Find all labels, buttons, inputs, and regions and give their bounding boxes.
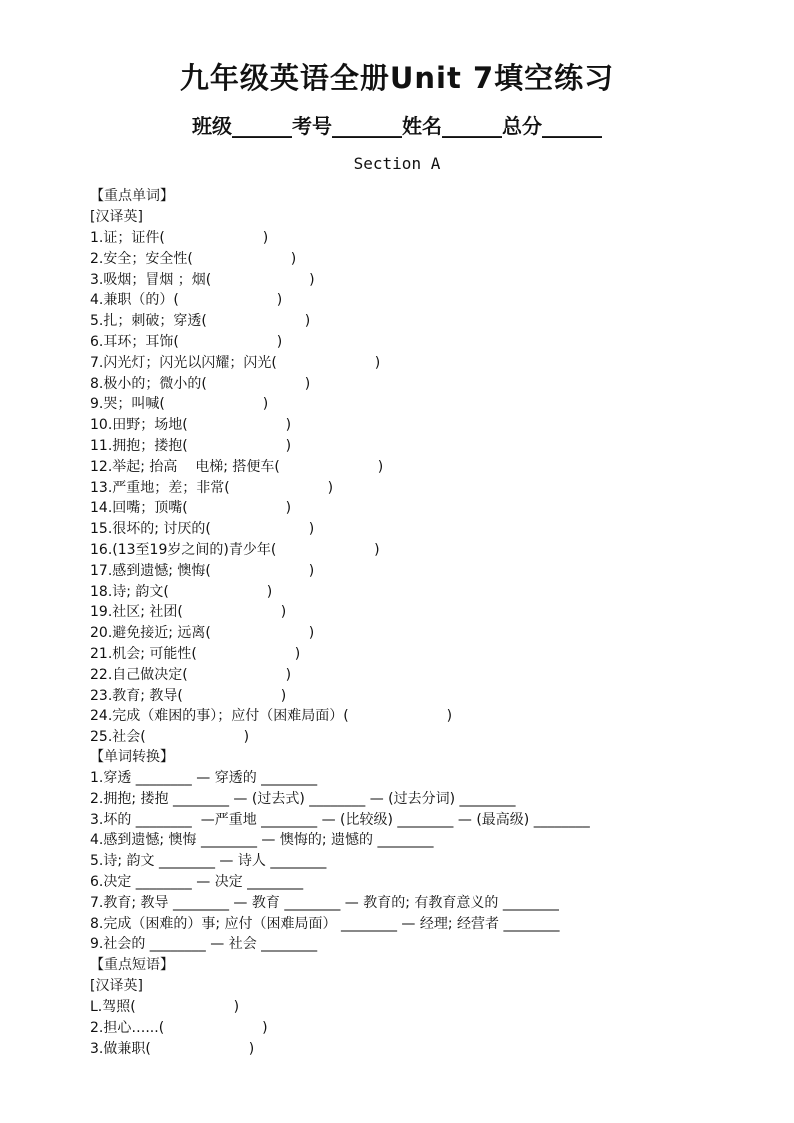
transform-item-6: 6.决定 ________ — 决定 ________ bbox=[90, 874, 304, 890]
word-item-10: 10.田野；场地( ) bbox=[90, 417, 292, 434]
word-item-7: 7.闪光灯；闪光以闪耀；闪光( ) bbox=[90, 354, 381, 371]
transform-item-4: 4.感到遗憾; 懊悔 ________ — 懊悔的; 遗憾的 ________ bbox=[90, 832, 434, 849]
word-item-4: 4.兼职（的）( ) bbox=[90, 292, 283, 309]
word-item-18: 18.诗; 韵文( ) bbox=[90, 583, 273, 600]
word-item-22: 22.自己做决定( ) bbox=[90, 666, 292, 683]
word-item-5: 5.扎；刺破；穿透( ) bbox=[90, 313, 311, 330]
section-label: Section A bbox=[353, 154, 441, 173]
word-item-19: 19.社区; 社团( ) bbox=[90, 604, 287, 621]
word-item-21: 21.机会; 可能性( ) bbox=[90, 646, 301, 662]
word-item-6: 6.耳环；耳饰( ) bbox=[90, 334, 283, 350]
word-item-15: 15.很坏的; 讨厌的( ) bbox=[90, 521, 315, 538]
phrases-header: 【重点短语】 bbox=[90, 957, 174, 973]
word-item-12: 12.举起; 抬高 电梯; 搭便车( ) bbox=[90, 458, 384, 475]
word-item-2: 2.安全；安全性( ) bbox=[90, 250, 297, 267]
phrase-item-1: L.驾照( ) bbox=[90, 999, 240, 1015]
word-item-23: 23.教育; 教导( ) bbox=[90, 687, 287, 704]
word-item-16: 16.(13至19岁之间的)青少年( ) bbox=[90, 542, 380, 558]
transform-item-2: 2.拥抱; 搂抱 ________ — (过去式) ________ — (过去分词) ________ bbox=[90, 790, 516, 807]
word-item-20: 20.避免接近; 远离( ) bbox=[90, 625, 315, 642]
word-item-13: 13.严重地；差；非常( ) bbox=[90, 479, 334, 496]
c2e-label: [汉译英] bbox=[90, 209, 143, 225]
word-item-11: 11.拥抱；搂抱( ) bbox=[90, 438, 292, 454]
phrase-item-2: 2.担心…...( ) bbox=[90, 1019, 268, 1036]
word-item-25: 25.社会( ) bbox=[90, 729, 250, 746]
word-item-8: 8.极小的；微小的( ) bbox=[90, 375, 311, 392]
word-item-3: 3.吸烟；冒烟 ；烟( ) bbox=[90, 271, 315, 288]
phrases-label: [汉译英] bbox=[90, 978, 143, 994]
student-info-line: 班级______考号_______姓名______总分______ bbox=[192, 114, 602, 138]
word-item-17: 17.感到遗憾; 懊悔( ) bbox=[90, 562, 315, 579]
page-title: 九年级英语全册Unit 7填空练习 bbox=[179, 61, 615, 95]
transform-item-8: 8.完成（困难的）事; 应付（困难局面） ________ — 经理; 经营者 ________ bbox=[90, 915, 560, 932]
word-item-24: 24.完成（难困的事）；应付（困难局面）( ) bbox=[90, 708, 453, 725]
word-item-1: 1.证；证件( ) bbox=[90, 230, 269, 246]
transform-item-7: 7.教育; 教导 ________ — 教育 ________ — 教育的; 有教育意义的 ________ bbox=[90, 894, 559, 911]
word-item-14: 14.回嘴；顶嘴( ) bbox=[90, 500, 292, 517]
words-header: 【重点单词】 bbox=[90, 188, 174, 204]
transform-item-5: 5.诗; 韵文 ________ — 诗人 ________ bbox=[90, 853, 327, 870]
word-item-9: 9.哭；叫喊( ) bbox=[90, 396, 269, 413]
transform-item-1: 1.穿透 ________ — 穿透的 ________ bbox=[90, 770, 318, 786]
transform-header: 【单词转换】 bbox=[90, 749, 174, 765]
phrase-item-3: 3.做兼职( ) bbox=[90, 1040, 255, 1057]
transform-item-3: 3.坏的 ________ —严重地 ________ — (比较级) ________ — (最高级) ________ bbox=[90, 811, 590, 828]
transform-item-9: 9.社会的 ________ — 社会 ________ bbox=[90, 936, 318, 953]
